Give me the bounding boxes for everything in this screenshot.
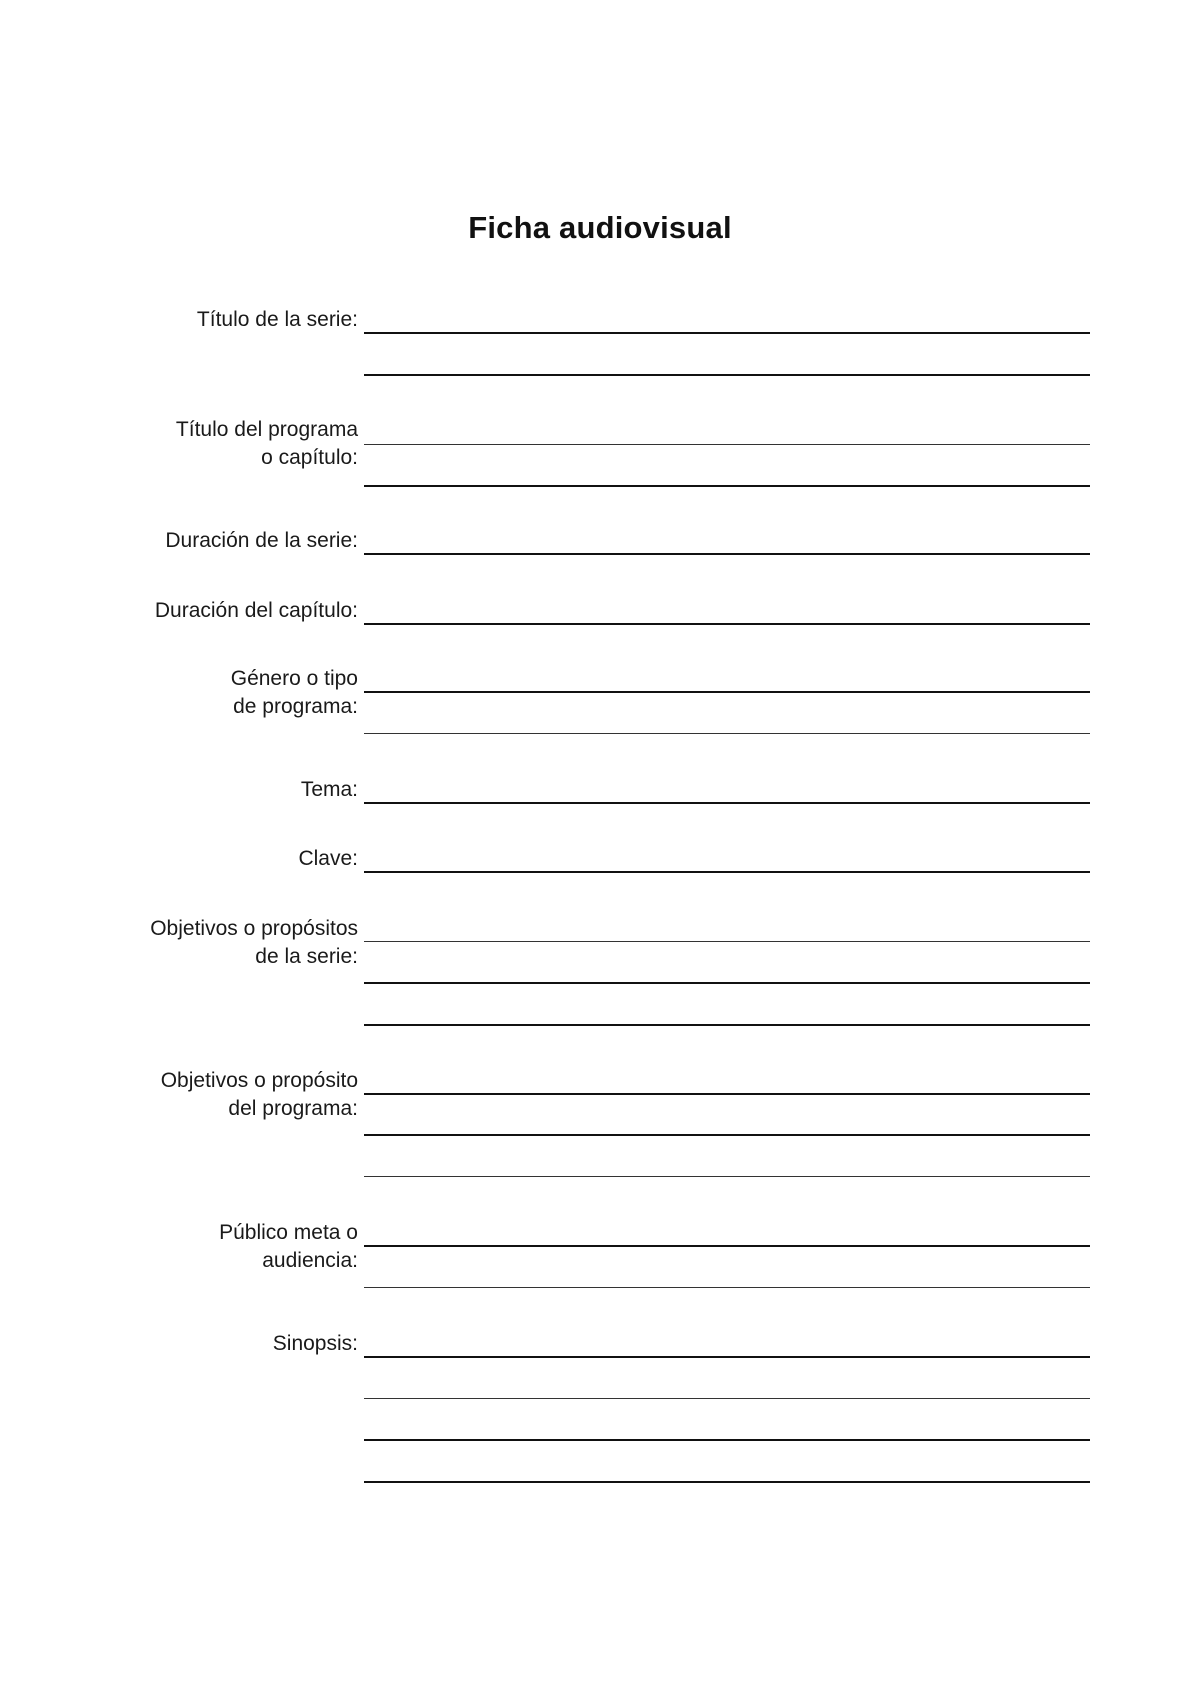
label-duracion-capitulo xyxy=(18,597,358,625)
fill-line-objetivos-serie-2[interactable] xyxy=(364,982,1090,984)
fill-line-duracion-serie[interactable] xyxy=(364,553,1090,555)
label-objetivos-programa xyxy=(18,1067,358,1123)
fill-line-sinopsis-2[interactable] xyxy=(364,1398,1090,1399)
label-text: Objetivos o propósitos xyxy=(150,917,358,940)
fill-line-clave[interactable] xyxy=(364,871,1090,873)
fill-line-titulo-serie-1[interactable] xyxy=(364,332,1090,334)
label-text: Tema: xyxy=(300,778,358,801)
label-text: del programa: xyxy=(228,1097,358,1120)
label-duracion-serie xyxy=(18,527,358,555)
fill-line-titulo-serie-2[interactable] xyxy=(364,374,1090,376)
label-clave xyxy=(18,845,358,873)
fill-line-genero-1[interactable] xyxy=(364,691,1090,693)
label-titulo-serie xyxy=(18,306,358,334)
fill-line-genero-2[interactable] xyxy=(364,733,1090,734)
fill-line-objetivos-programa-2[interactable] xyxy=(364,1134,1090,1136)
label-text: Objetivos o propósito xyxy=(160,1069,358,1092)
label-text: Duración de la serie: xyxy=(165,529,358,552)
label-text: audiencia: xyxy=(262,1249,358,1272)
label-titulo-programa xyxy=(18,416,358,472)
label-text: Sinopsis: xyxy=(272,1332,358,1355)
fill-line-objetivos-serie-3[interactable] xyxy=(364,1024,1090,1026)
label-text: Duración del capítulo: xyxy=(154,599,358,622)
label-genero xyxy=(18,665,358,721)
fill-line-publico-1[interactable] xyxy=(364,1245,1090,1247)
fill-line-objetivos-programa-1[interactable] xyxy=(364,1093,1090,1095)
fill-line-titulo-programa-1[interactable] xyxy=(364,444,1090,445)
label-text: Título de la serie: xyxy=(196,308,358,331)
fill-line-titulo-programa-2[interactable] xyxy=(364,485,1090,487)
fill-line-sinopsis-3[interactable] xyxy=(364,1439,1090,1441)
label-objetivos-serie xyxy=(18,915,358,971)
label-publico xyxy=(18,1219,358,1275)
page-title: Ficha audiovisual xyxy=(468,210,732,245)
fill-line-sinopsis-4[interactable] xyxy=(364,1481,1090,1483)
fill-line-sinopsis-1[interactable] xyxy=(364,1356,1090,1358)
fill-line-publico-2[interactable] xyxy=(364,1287,1090,1288)
label-tema xyxy=(18,776,358,804)
label-text: Género o tipo xyxy=(230,667,358,690)
label-text: Título del programa xyxy=(175,418,358,441)
label-text: Público meta o xyxy=(219,1221,358,1244)
label-text: Clave: xyxy=(298,847,358,870)
label-text: de la serie: xyxy=(255,945,358,968)
fill-line-tema[interactable] xyxy=(364,802,1090,804)
label-text: de programa: xyxy=(233,695,358,718)
fill-line-duracion-capitulo[interactable] xyxy=(364,623,1090,625)
label-sinopsis xyxy=(18,1330,358,1358)
label-text: o capítulo: xyxy=(261,446,358,469)
fill-line-objetivos-programa-3[interactable] xyxy=(364,1176,1090,1177)
fill-line-objetivos-serie-1[interactable] xyxy=(364,941,1090,942)
